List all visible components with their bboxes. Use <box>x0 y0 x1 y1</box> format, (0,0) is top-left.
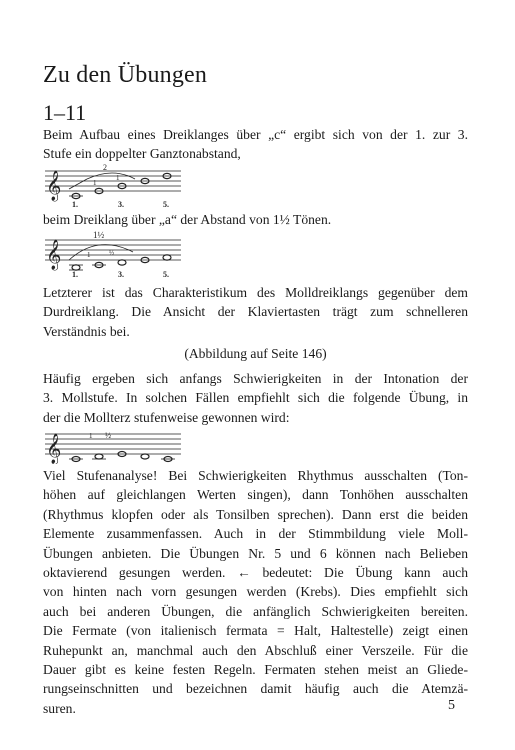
svg-text:1: 1 <box>89 432 93 440</box>
text-line: rungseinschnitten und bezeichnen damit häufig auch die Atemzä- <box>43 681 468 697</box>
note-c <box>118 260 126 265</box>
interval-label: 2 <box>103 163 107 172</box>
music-staff-a-triad <box>43 230 193 278</box>
text-line: Stufe ein doppelter Ganztonabstand, <box>43 146 241 162</box>
music-staff-minor-third-exercise <box>43 430 193 464</box>
step-label: 1. <box>72 200 78 209</box>
step-label: 3. <box>118 270 124 278</box>
text-line: Übungen anbieten. Die Übungen Nr. 5 und 6 können nach Belieben <box>43 545 468 561</box>
page-number: 5 <box>448 698 455 713</box>
paragraph-minor-characteristic <box>43 283 468 341</box>
paragraph-a-triad <box>43 210 468 229</box>
interval-label: ½ <box>105 431 111 440</box>
text-line: auch bei anderen Übungen, die anfänglich Schwierigkeiten bereiten. <box>43 603 468 619</box>
text-line: 3. Mollstufe. In solchen Fällen empfiehlt sich die folgende Übung, in <box>43 390 468 406</box>
text-line: beim Dreiklang über „a“ der Abstand von 1½ Tönen. <box>43 212 332 227</box>
figure-reference: (Abbildung auf Seite 146) <box>184 346 327 361</box>
treble-clef-icon: 𝄞 <box>46 434 62 464</box>
text-line: von hinten nach vorn gesungen werden (Krebs). Dies empfiehlt sich <box>43 584 468 600</box>
treble-clef-icon: 𝄞 <box>46 240 62 270</box>
text-line: oktavierend gesungen werden. ← bedeutet: Die Übung kann auch <box>43 565 468 581</box>
svg-text:1: 1 <box>93 179 97 187</box>
text-line: Elemente zusammenfassen. Auch in der Stimmbildung viele Moll- <box>43 526 468 542</box>
step-label: 5. <box>163 270 169 278</box>
text-line: Ruhepunkt an, manchmal auch den Abschluß einer Verszeile. Für die <box>43 642 468 658</box>
treble-clef-icon: 𝄞 <box>46 171 62 201</box>
section-number: 1–11 <box>43 100 87 125</box>
svg-text:1: 1 <box>116 174 120 182</box>
paragraph-intonation <box>43 369 468 427</box>
music-staff-c-triad <box>43 163 193 209</box>
text-line: Letzterer ist das Charakteristikum des Molldreiklangs gegenüber dem <box>43 285 468 300</box>
step-label: 3. <box>118 200 124 209</box>
note-e <box>163 255 171 260</box>
svg-text:1: 1 <box>87 251 91 259</box>
text-line: suren. <box>43 700 76 716</box>
text-line: Beim Aufbau eines Dreiklanges über „c“ ergibt sich von der 1. zur 3. <box>43 127 468 142</box>
svg-text:½: ½ <box>109 249 115 257</box>
text-line: Dauer gibt es keine festen Regeln. Fermaten stehen meist an Gliede- <box>43 662 468 678</box>
paragraph-exercise-notes <box>43 466 468 718</box>
step-label: 5. <box>163 200 169 209</box>
text-line: Verständnis bei. <box>43 323 130 339</box>
text-line: Durdreiklang. Die Ansicht der Klaviertasten trägt zum schnelleren <box>43 304 468 320</box>
text-line: (Rhythmus klopfen oder als Tonsilben sprechen). Dann erst die beiden <box>43 506 468 522</box>
text-line: Häufig ergeben sich anfangs Schwierigkeiten in der Intonation der <box>43 371 468 386</box>
text-line: höhen auf gleichlangen Werten singen), dann Tonhöhen ausschalten <box>43 487 468 503</box>
paragraph-c-triad <box>43 125 468 164</box>
step-label: 1. <box>72 270 78 278</box>
text-line: Viel Stufenanalyse! Bei Schwierigkeiten Rhythmus ausschalten (Ton- <box>43 468 468 483</box>
note-b <box>95 454 103 459</box>
text-line: Die Fermate (von italienisch fermata = Halt, Haltestelle) zeigt einen <box>43 623 468 639</box>
interval-label: 1½ <box>93 230 105 240</box>
page-heading: Zu den Übungen <box>43 62 208 88</box>
note-b <box>141 454 149 459</box>
text-line: der die Mollterz stufenweise gewonnen wird: <box>43 409 290 425</box>
